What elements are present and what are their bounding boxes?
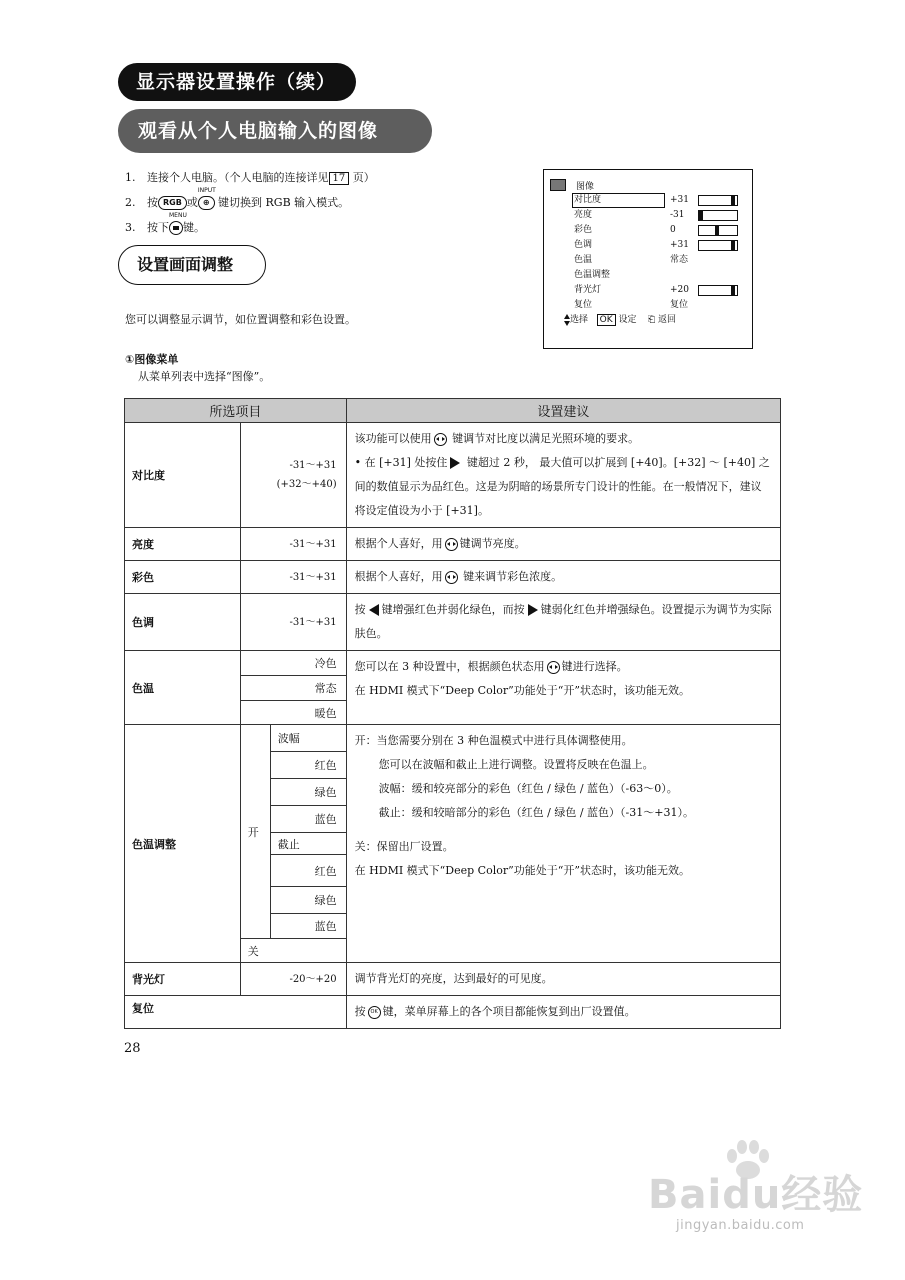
gain-blue: 蓝色 xyxy=(270,806,346,833)
right-arrow-icon xyxy=(528,604,538,616)
desc-text: 键调节亮度。 xyxy=(459,537,526,550)
osd-row-label: 色温 xyxy=(574,255,593,265)
osd-row xyxy=(574,283,746,298)
row-name: 复位 xyxy=(125,996,347,1029)
osd-row-label: 色温调整 xyxy=(574,270,611,280)
step-text: 键切换到 RGB 输入模式。 xyxy=(214,196,350,209)
osd-row xyxy=(574,223,746,238)
section-title: 显示器设置操作（续） xyxy=(118,63,356,101)
ct-cutoff-label: 截止 xyxy=(270,833,346,855)
range-primary: -31～+31 xyxy=(289,460,337,471)
osd-slider xyxy=(698,225,738,236)
desc-text: 键弱化红色并增强绿色。设置提示为调节为实际肤色。 xyxy=(354,603,772,640)
option-warm: 暖色 xyxy=(240,701,346,725)
ok-key-icon: OK xyxy=(368,1006,381,1019)
osd-row xyxy=(574,298,746,313)
osd-row-value: 常态 xyxy=(670,255,689,265)
osd-menu-illustration xyxy=(543,169,753,349)
table-row-color xyxy=(125,561,781,594)
input-key-label: INPUT xyxy=(197,187,216,194)
desc-text: 键，菜单屏幕上的各个项目都能恢复到出厂设置值。 xyxy=(382,1005,636,1018)
page-ref-box: 17 xyxy=(329,172,350,185)
step-text: 按下 xyxy=(147,221,169,234)
table-row-ct-adjust xyxy=(125,725,781,752)
osd-row-value: +20 xyxy=(670,285,689,295)
osd-row-label: 复位 xyxy=(574,300,593,310)
option-cool: 冷色 xyxy=(240,651,346,676)
cutoff-blue: 蓝色 xyxy=(270,914,346,939)
gain-red: 红色 xyxy=(270,752,346,779)
row-name: 色温调整 xyxy=(125,725,241,963)
row-desc xyxy=(346,528,780,561)
menu-key-icon xyxy=(169,221,183,235)
step-text: 键。 xyxy=(183,221,205,234)
ct-on-label: 开 xyxy=(240,725,270,939)
step-2 xyxy=(125,187,375,215)
desc-text: 根据个人喜好，用 xyxy=(354,570,443,583)
step-1 xyxy=(125,165,375,190)
row-desc xyxy=(346,561,780,594)
osd-slider-knob xyxy=(731,286,735,295)
desc-line xyxy=(355,451,772,523)
return-key-icon: ⎗ xyxy=(647,315,656,325)
osd-row-value: +31 xyxy=(670,240,689,250)
row-name: 色温 xyxy=(125,651,241,725)
osd-row-label: 色调 xyxy=(574,240,593,250)
cutoff-red: 红色 xyxy=(270,855,346,887)
table-row-backlight xyxy=(125,963,781,996)
table-header-item: 所选项目 xyxy=(125,399,347,423)
osd-row-label: 对比度 xyxy=(574,195,602,205)
osd-footer-set: 设定 xyxy=(618,315,637,325)
osd-slider xyxy=(698,210,738,221)
desc-line xyxy=(355,427,772,451)
rgb-key-icon: RGB xyxy=(158,196,187,210)
row-range: -31～+31 xyxy=(240,528,346,561)
page-number: 28 xyxy=(124,1041,141,1056)
ct-gain-label: 波幅 xyxy=(270,725,346,752)
row-desc: 调节背光灯的亮度，达到最好的可见度。 xyxy=(346,963,780,996)
ct-off-label: 关 xyxy=(240,939,346,963)
adjust-title: 设置画面调整 xyxy=(118,245,266,285)
step-number: 1. xyxy=(125,171,136,184)
picture-icon xyxy=(550,179,566,191)
step-text: 按 xyxy=(147,196,158,209)
cutoff-green: 绿色 xyxy=(270,887,346,914)
row-name: 色调 xyxy=(125,594,241,651)
desc-text: • 在 [+31] 处按住 xyxy=(354,456,448,469)
table-row-tint xyxy=(125,594,781,651)
table-row-brightness xyxy=(125,528,781,561)
desc-spacer xyxy=(355,825,772,835)
left-arrow-icon xyxy=(369,604,379,616)
osd-slider xyxy=(698,195,738,206)
desc-text: 键进行选择。 xyxy=(561,660,628,673)
step-text: 连接个人电脑。（个人电脑的连接详见 xyxy=(147,171,329,184)
osd-slider-knob xyxy=(715,226,719,235)
watermark-url: jingyan.baidu.com xyxy=(676,1218,805,1233)
osd-row xyxy=(574,193,746,208)
picture-menu-subtitle: 从菜单列表中选择“图像”。 xyxy=(138,370,271,383)
desc-line xyxy=(355,655,772,679)
desc-line: 您可以在波幅和截止上进行调整。设置将反映在色温上。 xyxy=(378,758,654,771)
row-range xyxy=(240,423,346,528)
desc-text: 根据个人喜好，用 xyxy=(354,537,443,550)
step-text: 页） xyxy=(349,171,375,184)
range-extended: (+32～+40) xyxy=(276,479,337,490)
menu-key-label: MENU xyxy=(169,212,187,219)
osd-slider-knob xyxy=(699,211,703,220)
step-number: 2. xyxy=(125,196,136,209)
table-row-color-temp xyxy=(125,651,781,676)
table-header-advice: 设置建议 xyxy=(346,399,780,423)
desc-text: 键来调节彩色浓度。 xyxy=(459,570,563,583)
osd-row-value: 0 xyxy=(670,225,676,235)
osd-row-value: -31 xyxy=(670,210,685,220)
row-name: 对比度 xyxy=(125,423,241,528)
osd-row-value: 复位 xyxy=(670,300,689,310)
desc-line: 开：当您需要分别在 3 种色温模式中进行具体调整使用。 xyxy=(354,734,633,747)
desc-line: 在 HDMI 模式下“Deep Color”功能处于“开”状态时，该功能无效。 xyxy=(354,864,690,877)
row-name: 背光灯 xyxy=(125,963,241,996)
table-row-reset xyxy=(125,996,781,1029)
osd-footer-select: 选择 xyxy=(570,315,589,325)
option-normal: 常态 xyxy=(240,676,346,701)
row-desc xyxy=(346,996,780,1029)
steps-list xyxy=(125,165,375,240)
row-range: -31～+31 xyxy=(240,594,346,651)
desc-text: 按 xyxy=(354,603,366,616)
left-right-key-icon xyxy=(547,661,560,674)
menu-key-wrap xyxy=(169,212,187,240)
row-desc xyxy=(346,423,780,528)
desc-text: 该功能可以使用 xyxy=(354,432,432,445)
osd-row xyxy=(574,268,746,283)
osd-footer xyxy=(564,312,676,326)
left-right-key-icon xyxy=(434,433,447,446)
desc-line: 关：保留出厂设置。 xyxy=(354,840,454,853)
left-right-key-icon xyxy=(445,538,458,551)
desc-text: 键超过 2 秒， 最大值可以扩展到 [+40]。[+32] ～ [+40] 之间的数值显示为品红色。这是为阴暗的场景所专门设计的性能。在一般情况下，建议将设定值设为小于 [+31]。 xyxy=(354,456,770,517)
row-name: 亮度 xyxy=(125,528,241,561)
picture-menu-title: ①图像菜单 xyxy=(125,353,179,366)
watermark-brand: Baidu经验 xyxy=(648,1172,864,1218)
gain-green: 绿色 xyxy=(270,779,346,806)
osd-row-label: 彩色 xyxy=(574,225,593,235)
desc-text: 键调节对比度以满足光照环境的要求。 xyxy=(448,432,640,445)
row-desc xyxy=(346,725,780,963)
input-key-icon: ⊕ xyxy=(198,196,215,210)
desc-text: 键增强红色并弱化绿色，而按 xyxy=(381,603,525,616)
table-row-contrast xyxy=(125,423,781,528)
desc-line: 波幅：缓和较亮部分的彩色（红色 / 绿色 / 蓝色）（-63～0）。 xyxy=(378,782,678,795)
row-desc xyxy=(346,651,780,725)
desc-line: 截止：缓和较暗部分的彩色（红色 / 绿色 / 蓝色）（-31～+31）。 xyxy=(378,806,694,819)
step-3 xyxy=(125,212,375,240)
left-right-key-icon xyxy=(445,571,458,584)
step-text: 或 xyxy=(186,196,198,209)
desc-text: 您可以在 3 种设置中，根据颜色状态用 xyxy=(354,660,545,673)
row-range: -31～+31 xyxy=(240,561,346,594)
row-desc xyxy=(346,594,780,651)
osd-slider-knob xyxy=(731,196,735,205)
osd-row xyxy=(574,238,746,253)
row-name: 彩色 xyxy=(125,561,241,594)
osd-slider xyxy=(698,285,738,296)
osd-footer-back: 返回 xyxy=(658,315,677,325)
input-key-wrap xyxy=(197,187,216,215)
subsection-title: 观看从个人电脑输入的图像 xyxy=(118,109,432,153)
osd-row-value: +31 xyxy=(670,195,689,205)
desc-text: 按 xyxy=(354,1005,366,1018)
settings-table xyxy=(124,398,781,1029)
desc-line: 在 HDMI 模式下“Deep Color”功能处于“开”状态时，该功能无效。 xyxy=(354,684,690,697)
up-down-icon xyxy=(564,314,570,326)
osd-slider-knob xyxy=(731,241,735,250)
osd-row xyxy=(574,208,746,223)
osd-row-label: 背光灯 xyxy=(574,285,602,295)
osd-row xyxy=(574,253,746,268)
osd-row-label: 亮度 xyxy=(574,210,593,220)
step-number: 3. xyxy=(125,221,136,234)
right-arrow-icon xyxy=(450,457,460,469)
intro-text: 您可以调整显示调节，如位置调整和彩色设置。 xyxy=(125,313,356,326)
row-range: -20～+20 xyxy=(240,963,346,996)
osd-slider xyxy=(698,240,738,251)
ok-key-icon: OK xyxy=(597,314,616,326)
osd-header: 图像 xyxy=(576,182,595,192)
